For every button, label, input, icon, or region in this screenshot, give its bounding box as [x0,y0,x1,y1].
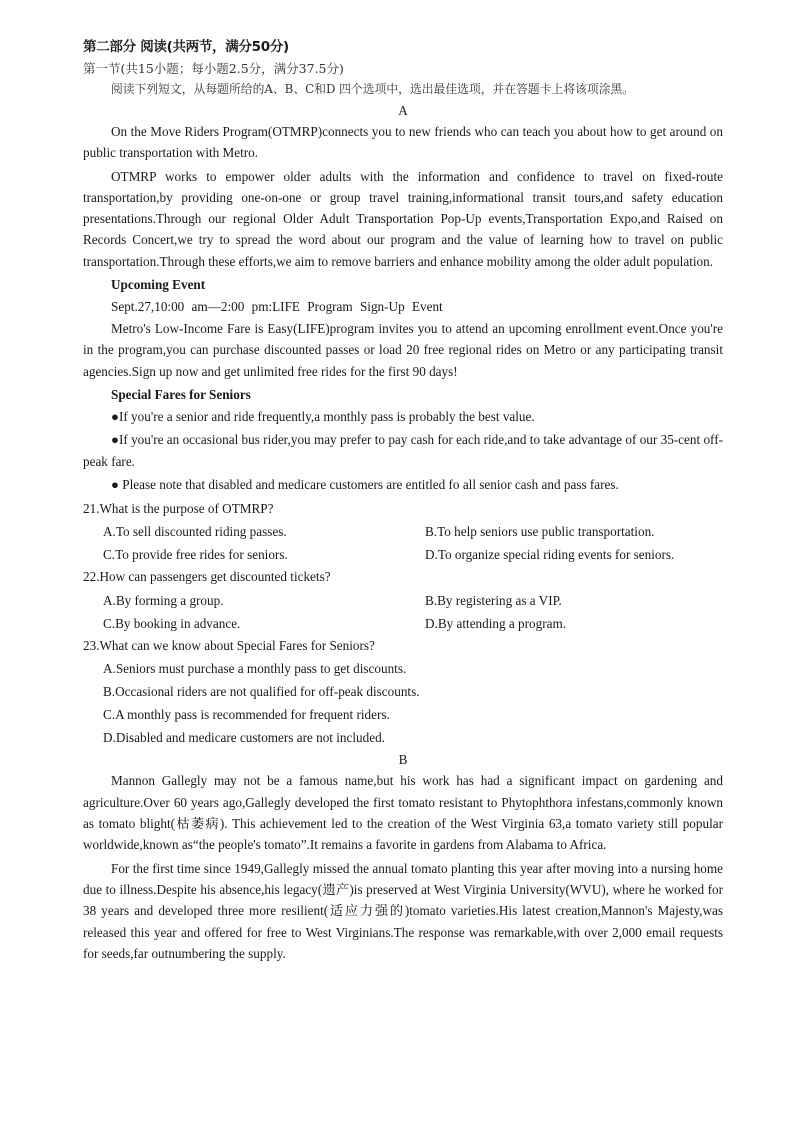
passage-a-paragraph: On the Move Riders Program(OTMRP)connects you to new friends who can teach you about how to get around on public transportation with Metro. [83,124,723,161]
option-a: A.Seniors must purchase a monthly pass to get discounts. [103,661,407,677]
event-text: Metro's Low-Income Fare is Easy(LIFE)program invites you to attend an upcoming enrollment event.Once you're in the program,you can purchase discounted passes or load 20 free regional rides on Metro or any participating transit agencies.Sign up now and get unlimited free rides for the first 90 days! [83,321,723,379]
passage-a-paragraph: OTMRP works to empower older adults with the information and confidence to travel on fixed-route transportation,by providing one-on-one or group travel training,informational transit tours,and safety education presentations.Through our regional Older Adult Transportation Pop-Up events,Transportation Expo,and Raised on Records Concert,we try to spread the word about our program and the value of learning how to travel on public transportation.Through these efforts,we aim to remove barriers and enhance mobility among the older adult population. [83,168,723,269]
section-title: 第一节(共15小题；每小题2.5分，满分37.5分) [83,61,344,76]
part-title: 第二部分 阅读(共两节，满分50分) [83,39,289,55]
passage-b-paragraph: For the first time since 1949,Gallegly missed the annual tomato planting this year after moving into a nursing home due to illness.Despite his absence,his legacy(遗产)is preserved at West Virginia University(WVU), where he worked for 38 years and developed three more resilient(适应力强的)tomato varieties.His latest creation,Mannon's Majesty,was released this year and offered for free to West Virginians.The response was remarkable,with over 2,000 email requests for seeds,far outnumbering the supply. [83,860,723,961]
instructions: 阅读下列短文，从每题所给的A、B、C和D 四个选项中，选出最佳选项，并在答题卡上将该项涂黑。 [111,82,635,96]
fare-bullet: ● Please note that disabled and medicare customers are entitled fo all senior cash and pass fares. [111,477,619,493]
passage-a-label: A [398,103,408,118]
passage-b-label: B [398,752,408,768]
option-b: B.Occasional riders are not qualified for off-peak discounts. [103,684,420,700]
option-c: C.A monthly pass is recommended for frequent riders. [103,707,390,723]
option-b: B.By registering as a VIP. [425,592,562,608]
option-d: D.To organize special riding events for seniors. [425,547,675,563]
passage-b-paragraph: Mannon Gallegly may not be a famous name,but his work has had a significant impact on gardening and agriculture.Over 60 years ago,Gallegly developed the first tomato resistant to Phytophthora infestans,commonly known as tomato blight(枯萎病). This achievement led to the creation of the West Virginia 63,a tomato variety still popular worldwide,known as“the people's tomato”.It remains a favorite in gardens from Alabama to Africa. [83,773,723,853]
option-c: C.To provide free rides for seniors. [103,547,288,563]
option-d: D.By attending a program. [425,615,566,631]
exam-page [83,36,723,966]
question-22 [83,566,723,635]
special-fares-heading: Special Fares for Seniors [111,386,251,402]
upcoming-event-heading: Upcoming Event [111,277,206,293]
fare-bullet: ●If you're a senior and ride frequently,a monthly pass is probably the best value. [111,408,535,424]
question-21 [83,498,723,567]
option-b: B.To help seniors use public transportation. [425,524,655,540]
question-stem: 23.What can we know about Special Fares for Seniors? [83,637,375,653]
option-a: A.By forming a group. [103,592,224,608]
fare-bullet: ●If you're an occasional bus rider,you may prefer to pay cash for each ride,and to take advantage of our 35-cent off-peak fare. [83,432,723,469]
question-stem: 22.How can passengers get discounted tickets? [83,569,331,585]
question-stem: 21.What is the purpose of OTMRP? [83,500,274,516]
option-a: A.To sell discounted riding passes. [103,524,287,540]
option-c: C.By booking in advance. [103,615,241,631]
question-23 [83,635,723,750]
event-line: Sept.27,10:00 am—2:00 pm:LIFE Program Sign-Up Event [111,299,443,315]
option-d: D.Disabled and medicare customers are not included. [103,730,385,746]
